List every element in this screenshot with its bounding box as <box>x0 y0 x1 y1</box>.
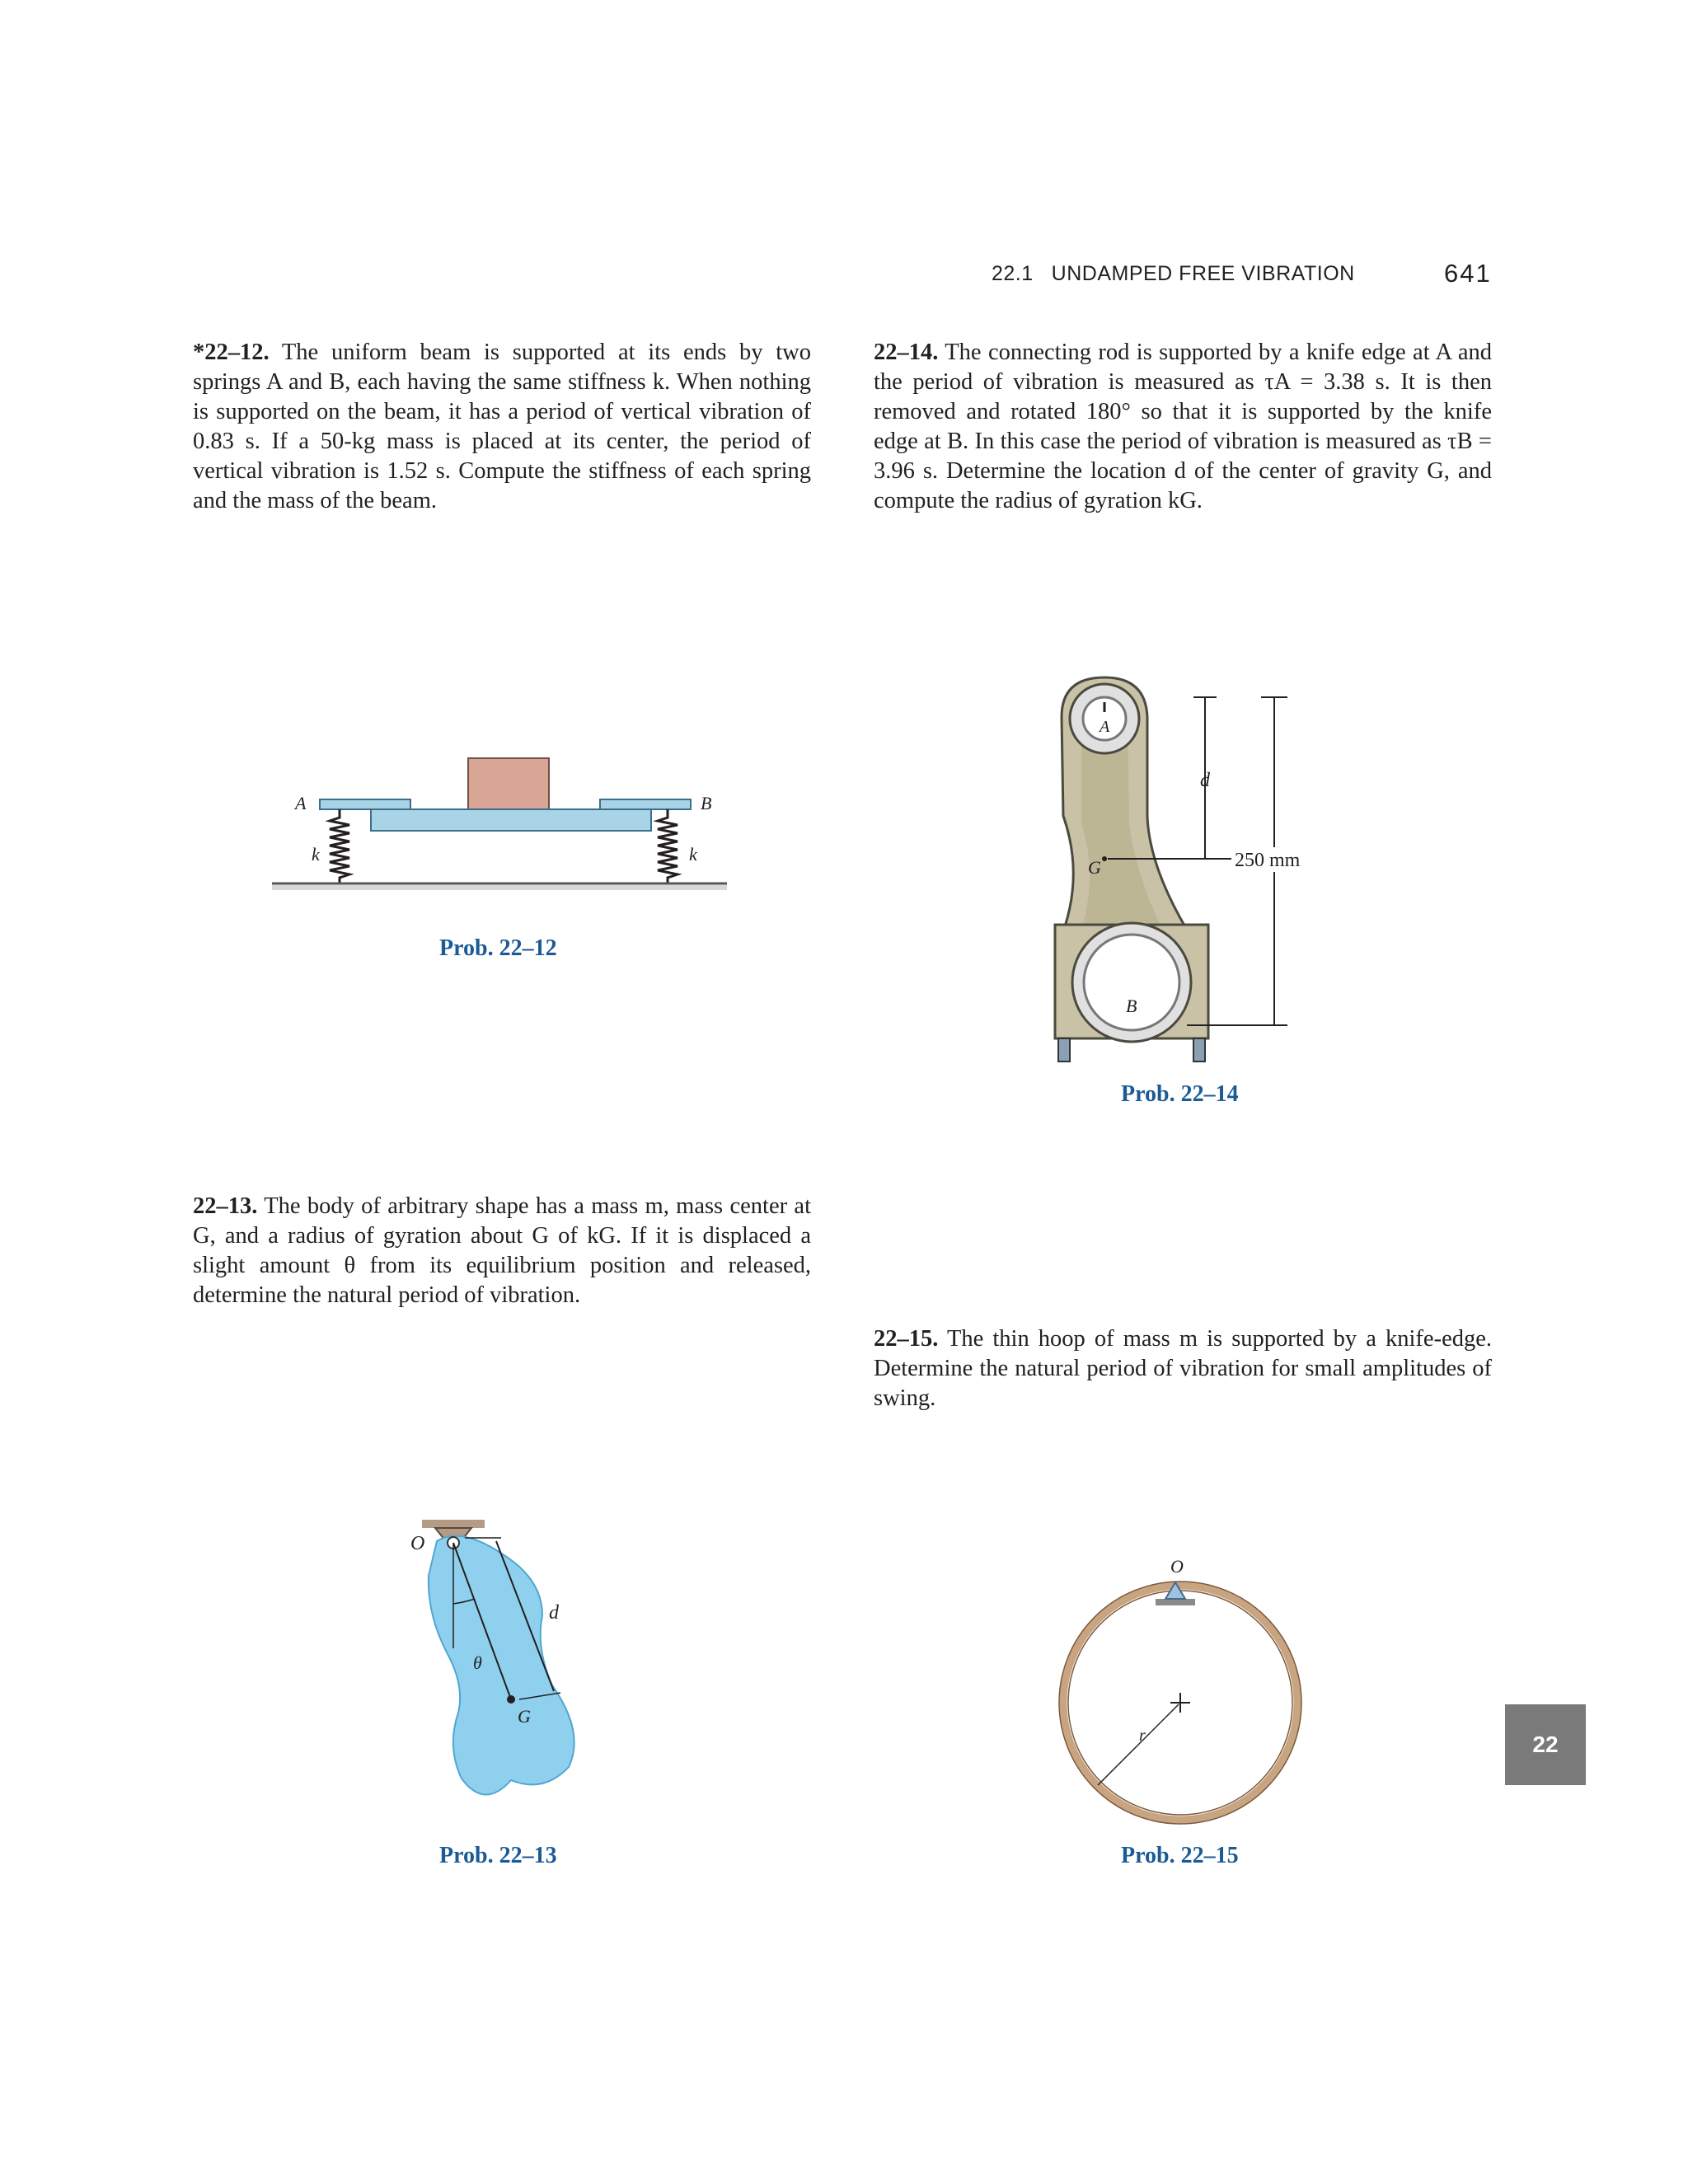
figure-beam-springs <box>264 742 742 923</box>
label-g: G <box>518 1706 531 1727</box>
mass-block <box>468 758 549 809</box>
center-g <box>507 1695 515 1704</box>
label-r: r <box>1139 1727 1146 1745</box>
dimension-250: 250 mm <box>1235 850 1301 871</box>
bolt-left <box>1058 1038 1070 1062</box>
spring-right <box>658 809 678 883</box>
label-o: O <box>1170 1556 1184 1577</box>
label-b: B <box>701 793 712 813</box>
label-o: O <box>410 1533 425 1554</box>
problem-number: 22–13. <box>193 1193 258 1219</box>
problem-22-13 <box>193 1192 811 1310</box>
problem-number: *22–12. <box>193 340 270 365</box>
problem-text: The body of arbitrary shape has a mass m, mass center at G, and a radius of gyration about G of kG. If it is displaced a slight amount θ from its equilibrium position and released, determine the natural period of vibration. <box>193 1193 811 1308</box>
support-plate-left <box>320 799 410 809</box>
problem-22-12 <box>193 338 811 516</box>
figure-caption: Prob. 22–15 <box>1121 1843 1239 1868</box>
label-k-right: k <box>689 844 697 865</box>
radius-line <box>1098 1704 1179 1785</box>
label-theta: θ <box>473 1652 482 1673</box>
section-title: UNDAMPED FREE VIBRATION <box>1051 262 1355 285</box>
knife-edge-base <box>1156 1599 1195 1605</box>
label-d: d <box>549 1602 559 1624</box>
figure-thin-hoop <box>1047 1549 1327 1821</box>
problem-text: The uniform beam is supported at its ends by two springs A and B, each having the same stiffness k. When nothing is supported on the beam, it has a period of vertical vibration of 0.83 s. If a 50-kg mass is placed at its center, the period of vertical vibration is 1.52 s. Compute the stiffness of each spring and the mass of the beam. <box>193 340 811 513</box>
label-b: B <box>1126 996 1137 1016</box>
beam <box>371 809 651 831</box>
label-d: d <box>1200 770 1210 791</box>
label-a: A <box>1100 718 1110 736</box>
figure-caption: Prob. 22–13 <box>439 1843 557 1868</box>
support-ceiling <box>422 1520 485 1528</box>
problem-text: The thin hoop of mass m is supported by a knife-edge. Determine the natural period of vibration for small amplitudes of swing. <box>874 1326 1492 1411</box>
running-header <box>992 262 1355 286</box>
figure-caption: Prob. 22–12 <box>439 935 557 961</box>
section-number: 22.1 <box>992 262 1034 285</box>
figure-arbitrary-body <box>404 1516 618 1830</box>
spring-left <box>330 809 349 883</box>
problem-22-14 <box>874 338 1492 516</box>
label-g: G <box>1088 857 1101 878</box>
support-plate-right <box>600 799 691 809</box>
figure-caption: Prob. 22–14 <box>1121 1081 1239 1107</box>
problem-number: 22–15. <box>874 1326 939 1352</box>
problem-number: 22–14. <box>874 340 939 365</box>
problem-text: The connecting rod is supported by a knife edge at A and the period of vibration is measured as τA = 3.38 s. It is then removed and rotated 180° so that it is supported by the knife edge at B. In this case the period of vibration is measured as τB = 3.96 s. Determine the location d of the center of gravity G, and compute the radius of gyration kG. <box>874 340 1492 513</box>
figure-connecting-rod <box>1039 668 1335 1063</box>
body-shape <box>429 1536 574 1795</box>
label-a: A <box>295 793 307 813</box>
ground-shade <box>272 885 727 890</box>
page-number: 641 <box>1444 259 1492 288</box>
problem-22-15 <box>874 1324 1492 1413</box>
center-g <box>1102 856 1107 861</box>
bolt-right <box>1193 1038 1205 1062</box>
label-k-left: k <box>312 844 320 865</box>
chapter-tab: 22 <box>1505 1704 1586 1785</box>
